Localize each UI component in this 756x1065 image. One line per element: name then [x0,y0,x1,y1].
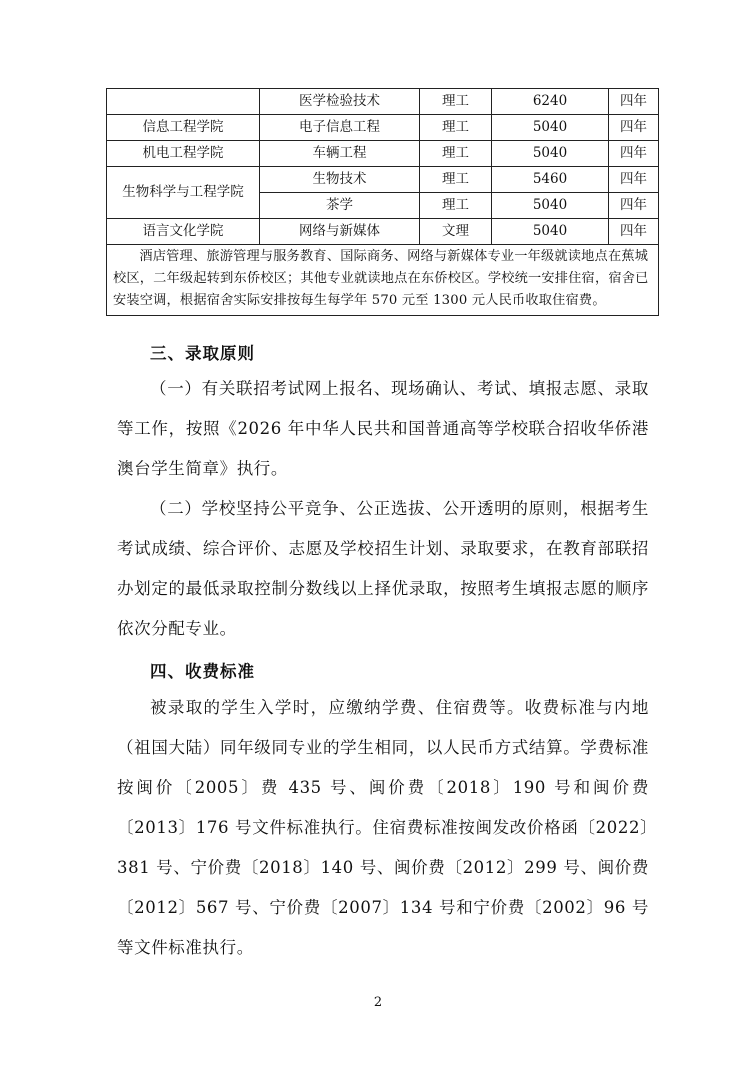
paragraph-admission-2: （二）学校坚持公平竞争、公正选拔、公开透明的原则，根据考生考试成绩、综合评价、志愿及学校招生计划、录取要求，在教育部联招办划定的最低录取控制分数线以上择优录取，按照考生填报志愿的顺序依次分配专业。 [117,499,649,638]
major-cell: 医学检验技术 [260,89,420,115]
duration-cell: 四年 [609,167,659,193]
college-cell: 信息工程学院 [107,115,260,141]
college-cell: 机电工程学院 [107,141,260,167]
major-cell: 电子信息工程 [260,115,420,141]
major-cell: 生物技术 [260,167,420,193]
table-note-row [107,245,659,316]
table-note-text: 酒店管理、旅游管理与服务教育、国际商务、网络与新媒体专业一年级就读地点在蕉城校区，二年级起转到东侨校区；其他专业就读地点在东侨校区。学校统一安排住宿，宿舍已安装空调，根据宿舍实际安排按每生每学年 570 元至 1300 元人民币收取住宿费。 [113,249,649,308]
paragraph-admission-1: （一）有关联招考试网上报名、现场确认、考试、填报志愿、录取等工作，按照《2026 年中华人民共和国普通高等学校联合招收华侨港澳台学生简章》执行。 [117,379,649,478]
fee-cell: 6240 [492,89,609,115]
category-cell: 理工 [420,141,492,167]
college-cell [107,89,260,115]
major-cell: 车辆工程 [260,141,420,167]
section-heading-fees: 四、收费标准 [150,662,255,681]
major-cell: 网络与新媒体 [260,219,420,245]
college-cell: 语言文化学院 [107,219,260,245]
table-row [107,167,659,193]
category-cell: 理工 [420,193,492,219]
major-cell: 茶学 [260,193,420,219]
duration-cell: 四年 [609,89,659,115]
table-note [107,245,659,316]
category-cell: 理工 [420,89,492,115]
duration-cell: 四年 [609,141,659,167]
category-cell: 文理 [420,219,492,245]
category-cell: 理工 [420,115,492,141]
majors-table [106,88,659,316]
duration-cell: 四年 [609,219,659,245]
table-row [107,219,659,245]
fee-cell: 5040 [492,193,609,219]
page-number: 2 [373,995,383,1010]
fee-cell: 5460 [492,167,609,193]
fee-cell: 5040 [492,219,609,245]
paragraph-fees: 被录取的学生入学时，应缴纳学费、住宿费等。收费标准与内地（祖国大陆）同年级同专业的学生相同，以人民币方式结算。学费标准按闽价〔2005〕费 435 号、闽价费〔2018〕190 号和闽价费〔2013〕176 号文件标准执行。住宿费标准按闽发改价格函〔2022〕381 号、宁价费〔2018〕140 号、闽价费〔2012〕299 号、闽价费〔2012〕567 号、宁价费〔2007〕134 号和宁价费〔2002〕96 号等文件标准执行。 [117,698,649,957]
duration-cell: 四年 [609,193,659,219]
table-row [107,115,659,141]
college-cell: 生物科学与工程学院 [107,167,260,219]
fee-cell: 5040 [492,141,609,167]
table-row [107,141,659,167]
fee-cell: 5040 [492,115,609,141]
duration-cell: 四年 [609,115,659,141]
table-row [107,89,659,115]
section-heading-admission: 三、录取原则 [150,344,255,363]
category-cell: 理工 [420,167,492,193]
